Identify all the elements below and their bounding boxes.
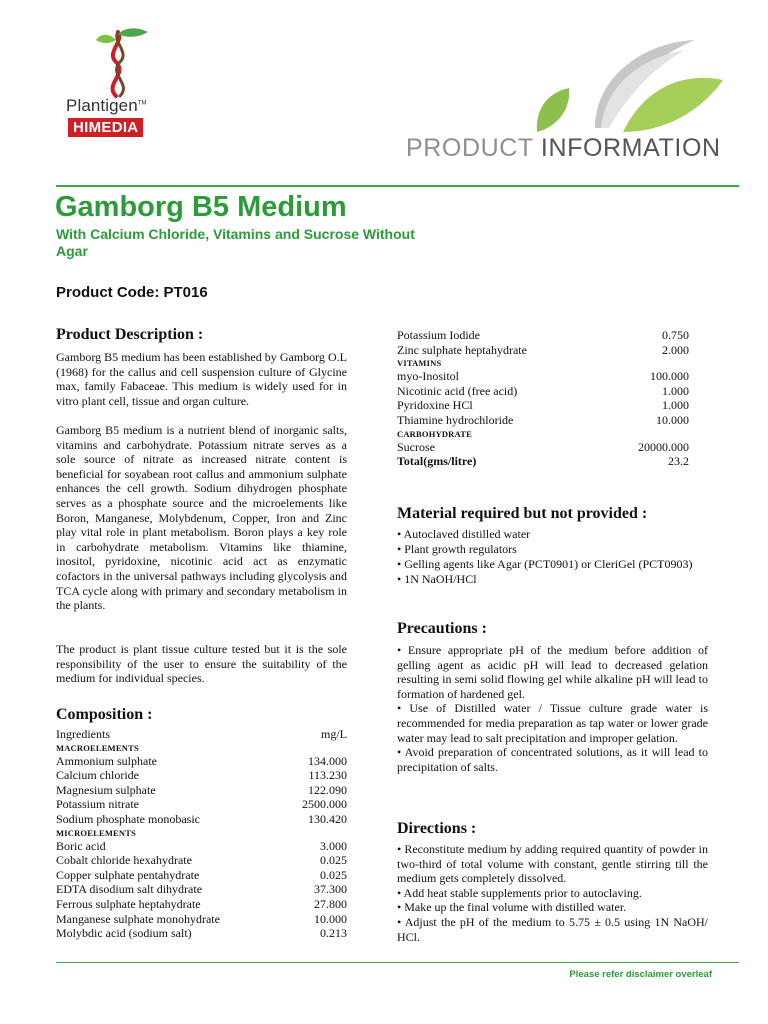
list-item: • Ensure appropriate pH of the medium before addition of gelling agent as acidic pH will lead to decreased gelation resulting in semi solid flowing gel while alkaline pH will lead to formation of hardened gel.	[397, 643, 708, 701]
directions-list	[397, 842, 708, 944]
section-label-row	[397, 428, 689, 440]
dna-plant-icon	[94, 26, 154, 98]
top-divider	[56, 185, 739, 187]
ingredient-name: Boric acid	[56, 838, 106, 853]
ingredient-name: Molybdic acid (sodium salt)	[56, 926, 192, 941]
ingredient-name: myo-Inositol	[397, 369, 459, 384]
list-item: • Plant growth regulators	[397, 542, 517, 556]
table-row	[397, 440, 689, 455]
section-label-row	[397, 357, 689, 369]
ingredient-name: CARBOHYDRATE	[397, 428, 472, 439]
ingredient-value: 2500.000	[302, 797, 347, 812]
directions-heading: Directions :	[397, 820, 477, 837]
composition-heading: Composition :	[56, 706, 153, 723]
table-row	[397, 454, 689, 469]
list-item: • Adjust the pH of the medium to 5.75 ± 0.5 using 1N NaOH/ HCl.	[397, 914, 708, 944]
ingredients-column-header: Ingredients	[56, 727, 110, 741]
ingredient-value: 27.800	[314, 896, 347, 911]
table-row	[397, 384, 689, 399]
bottom-divider	[56, 962, 739, 963]
table-row	[397, 343, 689, 358]
ingredient-name: VITAMINS	[397, 358, 442, 369]
table-row	[56, 853, 347, 868]
table-row	[56, 926, 347, 941]
page-subtitle: With Calcium Chloride, Vitamins and Sucrose Without Agar	[56, 226, 415, 259]
unit-column-header: mg/L	[321, 727, 347, 741]
ingredient-name: Zinc sulphate heptahydrate	[397, 342, 527, 357]
ingredient-value: 3.000	[320, 838, 347, 853]
table-row	[56, 754, 347, 769]
list-item: • 1N NaOH/HCl	[397, 572, 477, 586]
ingredient-name: Calcium chloride	[56, 768, 139, 783]
ingredient-name: MICROELEMENTS	[56, 827, 137, 838]
table-row	[56, 912, 347, 927]
list-item: • Make up the final volume with distilled water.	[397, 900, 627, 915]
plantigen-logo	[66, 26, 166, 144]
description-paragraph-3: The product is plant tissue culture tested but it is the sole responsibility of the user to ensure the suitability of the medium for individual species.	[56, 642, 347, 686]
ingredient-value: 0.750	[662, 328, 689, 342]
disclaimer-note: Please refer disclaimer overleaf	[569, 969, 712, 980]
table-row	[397, 413, 689, 428]
ingredient-name: Ammonium sulphate	[56, 753, 157, 768]
table-row	[397, 328, 689, 343]
ingredient-name: Cobalt chloride hexahydrate	[56, 853, 192, 868]
page-title: Gamborg B5 Medium	[55, 191, 347, 223]
precautions-list	[397, 643, 708, 774]
table-row	[397, 398, 689, 413]
ingredient-name: Magnesium sulphate	[56, 782, 156, 797]
ingredient-name: Pyridoxine HCl	[397, 398, 473, 413]
table-row	[56, 783, 347, 798]
ingredient-value: 113.230	[308, 768, 347, 783]
table-row	[56, 797, 347, 812]
composition-table-left	[56, 727, 347, 941]
list-item: • Gelling agents like Agar (PCT0901) or CleriGel (PCT0903)	[397, 557, 693, 571]
product-description-heading: Product Description :	[56, 326, 204, 343]
composition-header-row	[56, 727, 347, 742]
ingredient-name: Potassium nitrate	[56, 797, 139, 812]
ingredient-name: Total(gms/litre)	[397, 454, 477, 469]
himedia-badge: HIMEDIA	[68, 118, 143, 137]
ingredient-value: 2.000	[662, 342, 689, 357]
ingredient-value: 10.000	[656, 412, 689, 427]
list-item: • Avoid preparation of concentrated solutions, as it will lead to precipitation of salts.	[397, 745, 708, 774]
ingredient-name: Nicotinic acid (free acid)	[397, 383, 518, 398]
description-paragraph-2: Gamborg B5 medium is a nutrient blend of inorganic salts, vitamins and carbohydrate. Potassium nitrate serves as a sole source of nitrate as increased nitrate content is beneficial for soyabean root callus and ammonium sulphate enhances the cell growth. Sodium dihydrogen phosphate serves as a phosphate source and the microelements like Boron, Manganese, Molybdenum, Copper, Iron and Zinc play vital role in plant metabolism. Boron plays a key role in carbohydrate metabolism. Vitamins like thiamine, inositol, pyridoxine, nicotinic acid act as enzymatic cofactors in the universal pathways including glycolysis and TCA cycle along with primary and secondary metabolism in the plants.	[56, 423, 347, 613]
ingredient-name: Manganese sulphate monohydrate	[56, 911, 220, 926]
ingredient-name: EDTA disodium salt dihydrate	[56, 882, 203, 897]
table-row	[56, 897, 347, 912]
table-row	[56, 868, 347, 883]
ingredient-value: 122.090	[308, 782, 347, 797]
ingredient-name: Potassium Iodide	[397, 328, 480, 342]
table-row	[56, 768, 347, 783]
ingredient-value: 130.420	[308, 811, 347, 826]
section-label-row	[56, 742, 347, 754]
table-row	[56, 839, 347, 854]
ingredient-name: MACROELEMENTS	[56, 742, 139, 753]
ingredient-name: Thiamine hydrochloride	[397, 412, 514, 427]
ingredient-value: 20000.000	[638, 439, 689, 454]
leaf-graphic	[535, 36, 725, 136]
ingredient-value: 0.213	[320, 926, 347, 941]
section-label-row	[56, 827, 347, 839]
ingredient-value: 37.300	[314, 882, 347, 897]
ingredient-value: 134.000	[308, 753, 347, 768]
ingredient-value: 10.000	[314, 911, 347, 926]
ingredient-name: Ferrous sulphate heptahydrate	[56, 896, 201, 911]
list-item: • Add heat stable supplements prior to autoclaving.	[397, 885, 642, 900]
table-row	[56, 882, 347, 897]
precautions-heading: Precautions :	[397, 620, 487, 637]
ingredient-name: Sodium phosphate monobasic	[56, 811, 200, 826]
ingredient-value: 23.2	[668, 454, 689, 469]
list-item: • Use of Distilled water / Tissue culture grade water is recommended for media preparation as tap water or lower grade water may lead to salt precipitation and improper gelation.	[397, 701, 708, 745]
ingredient-value: 1.000	[662, 383, 689, 398]
list-item: • Reconstitute medium by adding required quantity of powder in two-third of total volume with constant, gentle stirring till the medium gets completely dissolved.	[397, 842, 708, 886]
ingredient-name: Copper sulphate pentahydrate	[56, 867, 200, 882]
table-row	[397, 369, 689, 384]
ingredient-value: 0.025	[320, 853, 347, 868]
composition-table-right	[397, 328, 689, 469]
ingredient-value: 0.025	[320, 867, 347, 882]
ingredient-value: 1.000	[662, 398, 689, 413]
table-row	[56, 812, 347, 827]
product-code: Product Code: PT016	[56, 284, 208, 301]
ingredient-name: Sucrose	[397, 439, 435, 454]
brand-name: Plantigen™	[66, 96, 147, 115]
material-list	[397, 527, 727, 587]
ingredient-value: 100.000	[650, 369, 689, 384]
material-heading: Material required but not provided :	[397, 505, 648, 522]
description-paragraph-1: Gamborg B5 medium has been established by Gamborg O.L (1968) for the callus and cell suspension culture of Glycine max, family Fabaceae. This medium is widely used for in vitro plant cell, tissue and organ culture.	[56, 350, 347, 408]
list-item: • Autoclaved distilled water	[397, 527, 531, 541]
product-information-heading: PRODUCT INFORMATION	[406, 134, 721, 162]
